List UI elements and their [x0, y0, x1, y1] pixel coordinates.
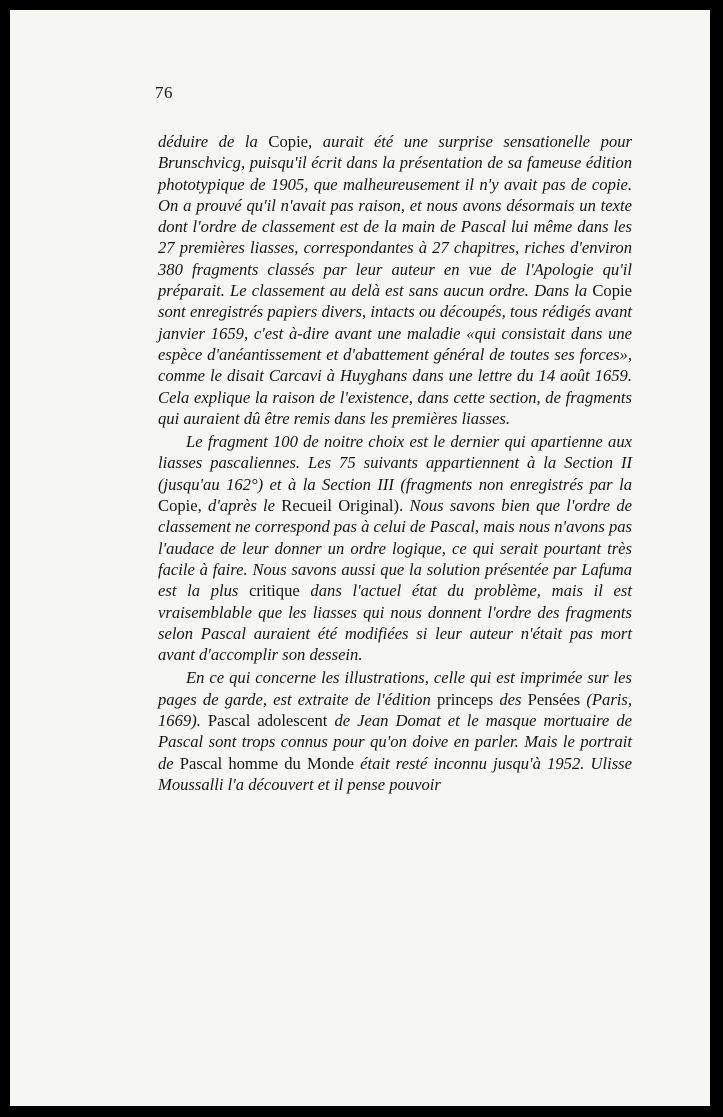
- body-text: [158, 131, 632, 795]
- text-segment: (Paris, 1669).: [158, 689, 633, 731]
- text-segment: d'après le: [201, 496, 282, 516]
- text-segment: déduire de la: [158, 132, 269, 151]
- text-segment: des: [493, 689, 528, 709]
- book-page: [10, 10, 710, 1106]
- page-number: 76: [155, 83, 173, 102]
- text-segment: Pensées: [527, 689, 581, 709]
- text-segment: Pascal homme du Monde: [179, 753, 354, 773]
- paragraph: [158, 131, 632, 429]
- text-segment: Copie: [592, 281, 632, 301]
- paragraph: [158, 667, 632, 795]
- paragraph: [158, 431, 632, 665]
- text-segment: En ce qui concerne les illustrations, celle qui est imprimée sur les pages de garde, est extraite de l'édition: [158, 668, 632, 709]
- text-segment: sont enregistrés papiers divers, intacts ou découpés, tous rédigés avant janvier 1659, c'est à-dire avant une maladie «qui consistait dans une espèce d'anéantissement et d'abattement général de toutes ses forces», comme le disait Carcavi à Huyghans dans une lettre du 14 août 1659. Cela explique la raison de l'existence, dans cette section, de fragments qui auraient dû être remis dans les premières liasses.: [158, 302, 632, 428]
- text-segment: de Jean Domat et le masque mortuaire de Pascal sont trops connus pour qu'on doive en parler. Mais le portrait de: [158, 711, 632, 773]
- text-segment: Recueil Original).: [281, 496, 404, 516]
- text-segment: princeps: [436, 689, 494, 709]
- text-segment: Copie,: [268, 132, 313, 151]
- text-segment: critique: [249, 581, 300, 601]
- text-segment: Le fragment 100 de noitre choix est le dernier qui apartienne aux liasses pascaliennes. Les 75 suivants appartiennent à la Section II (jusqu'au 162°) et à la Section III (fragments non enregistrés par la: [158, 432, 632, 494]
- text-segment: était resté inconnu jusqu'à 1952. Ulisse Moussalli l'a découvert et il pense pouvoir: [158, 753, 633, 794]
- text-segment: Copie,: [158, 496, 202, 516]
- text-segment: dans l'actuel état du problème, mais il est vraisemblable que les liasses qui nous donnent l'ordre des fragments selon Pascal auraient été modifiées si leur auteur n'était pas mort avant d'accomplir son dessein.: [158, 581, 632, 665]
- text-segment: Nous savons bien que l'ordre de classement ne correspond pas à celui de Pascal, mais nous n'avons pas l'audace de leur donner un ordre logique, ce qui serait pourtant très facile à faire. Nous savons aussi que la solution présentée par Lafuma est la plus: [158, 496, 632, 601]
- text-segment: aurait été une surprise sensationelle pour Brunschvicg, puisqu'il écrit dans la présentation de sa fameuse édition phototypique de 1905, que malheureusement il n'y avait pas de copie. On a prouvé qu'il n'avait pas raison, et nous avons désormais un texte dont l'ordre de classement est de la main de Pascal lui même dans les 27 premières liasses, correspondantes à 27 chapitres, riches d'environ 380 fragments classés par leur auteur en vue de l'Apologie qu'il préparait. Le classement au delà est sans aucun ordre. Dans la: [158, 132, 632, 301]
- text-segment: Pascal adolescent: [207, 711, 328, 731]
